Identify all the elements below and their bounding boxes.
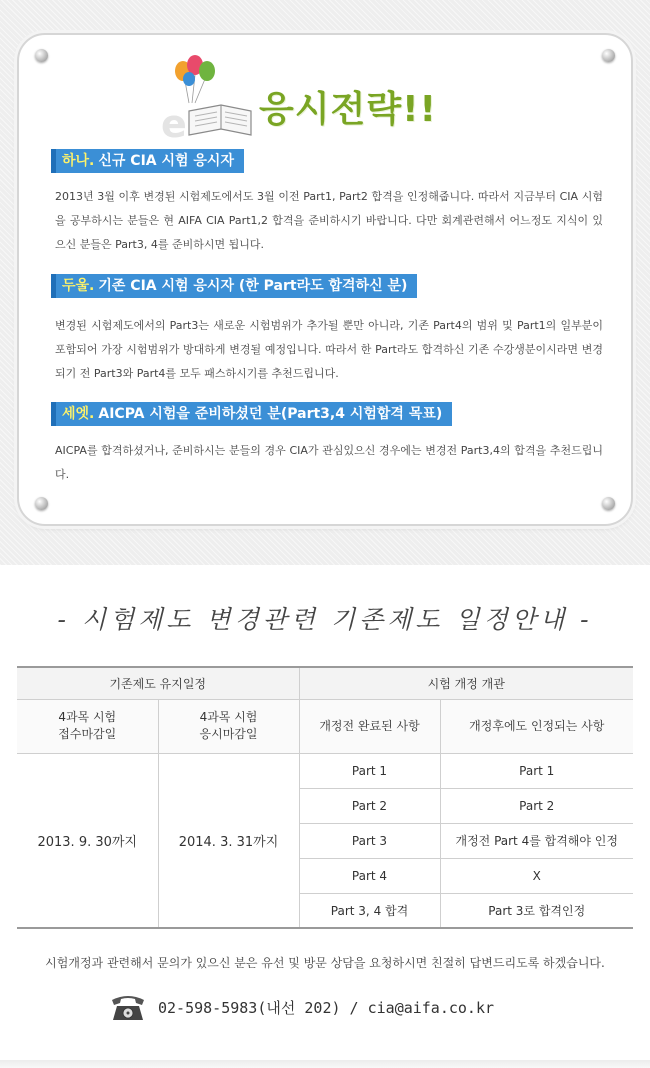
table-cell: Part 3로 합격인정 [440,893,633,928]
table-group-header: 기존제도 유지일정 [17,667,299,699]
title-block [159,53,499,143]
table-column-header: 개정전 완료된 사항 [299,699,440,753]
table-cell: Part 1 [440,753,633,788]
table-column-header [158,699,299,753]
section-heading-2 [51,274,417,298]
strategy-card [17,33,633,526]
section-number: 두울. [62,278,95,294]
table-cell: Part 4 [299,858,440,893]
header-line: 접수마감일 [58,727,117,741]
table-cell: Part 1 [299,753,440,788]
pin-icon [602,497,615,510]
table-column-header: 개정후에도 인정되는 사항 [440,699,633,753]
section-heading-3 [51,402,452,426]
contact-text: 02-598-5983(내선 202) / cia@aifa.co.kr [158,999,495,1017]
table-cell: Part 2 [299,788,440,823]
header-line: 4과목 시험 [199,710,258,724]
table-cell: 개정전 Part 4를 합격해야 인정 [440,823,633,858]
telephone-icon [108,992,148,1022]
pin-icon [35,497,48,510]
pin-icon [602,49,615,62]
footer-note: 시험개정과 관련해서 문의가 있으신 분은 유선 및 방문 상담을 요청하시면 친절히 답변드리도록 하겠습니다. [45,956,605,970]
section-body-2: 변경된 시험제도에서의 Part3는 새로운 시험범위가 추가될 뿐만 아니라, 기존 Part4의 범위 및 Part1의 일부분이 포함되어 가장 시험범위가 방대하게 변경될 예정입니다. 따라서 한 Part라도 합격하신 기존 수강생분이시라면 변경되기 전 Part3와 Part4를 모두 패스하시기를 추천드립니다. [55,319,603,380]
section-body-1: 2013년 3월 이후 변경된 시험제도에서도 3월 이전 Part1, Part2 합격을 인정해줍니다. 따라서 지금부터 CIA 시험을 공부하시는 분들은 현 AIFA CIA Part1,2 합격을 준비하시기 바랍니다. 다만 회계관련해서 어느정도 지식이 있으신 분들은 Part3, 4를 준비하시면 됩니다. [55,190,603,251]
page-title: 응시전략!! [259,89,437,130]
table-row [17,753,633,788]
table-cell: X [440,858,633,893]
section-heading-1 [51,149,244,173]
table-column-header [17,699,158,753]
table-cell: Part 2 [440,788,633,823]
section-number: 세엣. [62,406,95,422]
header-line: 응시마감일 [199,727,258,741]
table-cell: Part 3 [299,823,440,858]
table-cell: Part 3, 4 합격 [299,893,440,928]
section-number: 하나. [62,153,95,169]
header-line: 4과목 시험 [58,710,117,724]
pin-icon [35,49,48,62]
bottom-divider [0,1060,650,1068]
svg-text:e: e [161,102,187,143]
section-heading-text: AICPA 시험을 준비하셨던 분(Part3,4 시험합격 목표) [98,406,443,422]
apply-deadline-cell: 2013. 9. 30까지 [17,753,158,928]
table-group-header: 시험 개정 개관 [299,667,633,699]
book-balloon-icon [159,53,269,143]
contact-info [108,992,548,1024]
schedule-title: - 시험제도 변경관련 기존제도 일정안내 - [57,605,593,634]
section-heading-text: 기존 CIA 시험 응시자 (한 Part라도 합격하신 분) [98,278,408,294]
section-heading-text: 신규 CIA 시험 응시자 [98,153,234,169]
exam-deadline-cell: 2014. 3. 31까지 [158,753,299,928]
schedule-table [17,666,633,929]
section-body-3: AICPA를 합격하셨거나, 준비하시는 분들의 경우 CIA가 관심있으신 경우에는 변경전 Part3,4의 합격을 추천드립니다. [55,444,603,481]
